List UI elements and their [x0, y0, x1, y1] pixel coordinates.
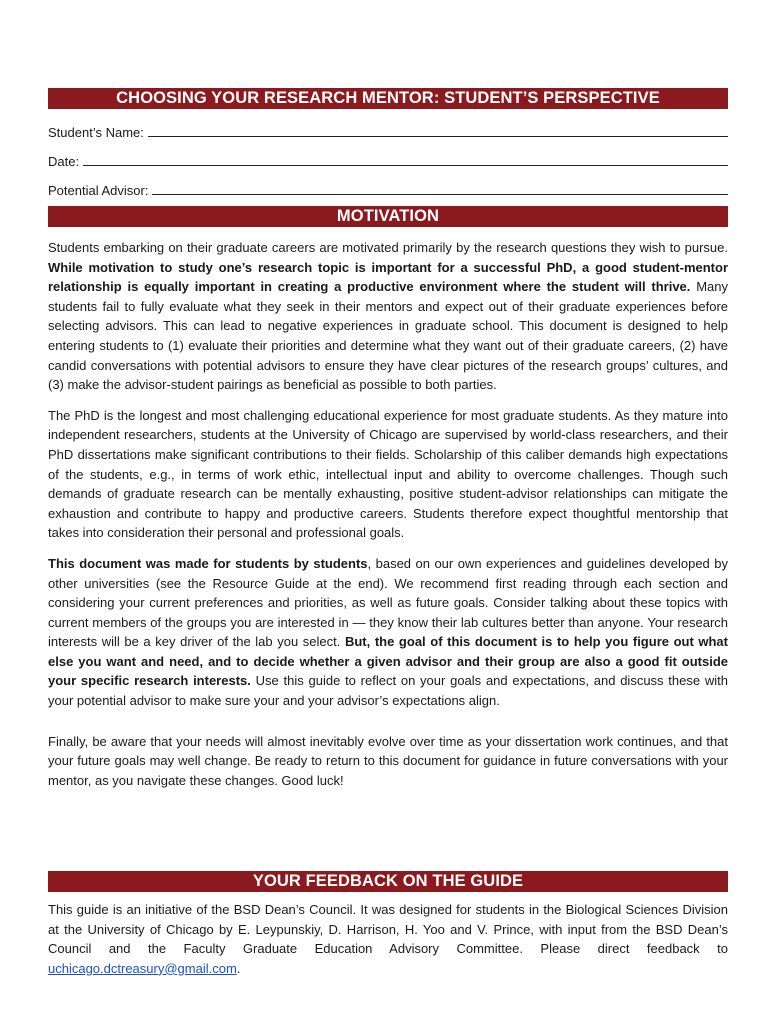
- paragraph-1-text: Students embarking on their graduate careers are motivated primarily by the research questions they wish to pursue.: [48, 240, 728, 255]
- paragraph-3-emphasis-lead: This document was made for students by students: [48, 555, 368, 571]
- feedback-body: [48, 900, 728, 978]
- paragraph-1-emphasis: While motivation to study one’s research topic is important for a successful PhD, a good student-mentor relationship is equally important in creating a productive environment where the student will thrive.: [48, 259, 728, 295]
- potential-advisor-field: [48, 180, 728, 198]
- potential-advisor-input[interactable]: [152, 181, 728, 195]
- feedback-text: This guide is an initiative of the BSD Dean’s Council. It was designed for students in the Biological Sciences Division at the University of Chicago by E. Leypunskiy, D. Harrison, H. Yoo and V. Prince, with input from the BSD Dean’s Council and the Faculty Graduate Education Advisory Committee. Please direct feedback to: [48, 902, 728, 957]
- feedback-email-link[interactable]: uchicago.dctreasury@gmail.com: [48, 960, 237, 976]
- title-banner: [48, 88, 728, 109]
- motivation-body: [48, 238, 728, 790]
- feedback-heading: YOUR FEEDBACK ON THE GUIDE: [252, 872, 524, 890]
- paragraph-1: [48, 238, 728, 395]
- paragraph-3-text: , based on our own experiences and guidelines developed by other universities (see the Resource Guide at the end). We recommend first reading through each section and considering your current preferences and priorities, as well as future goals. Consider talking about these topics with current members of the groups you are interested in — they know their lab cultures better than anyone. Your research interests will be a key driver of the lab you select.: [48, 555, 728, 650]
- student-name-input[interactable]: [148, 123, 728, 137]
- date-input[interactable]: [83, 152, 728, 166]
- feedback-paragraph: [48, 900, 728, 978]
- potential-advisor-label: Potential Advisor:: [48, 183, 149, 198]
- motivation-heading: MOTIVATION: [336, 207, 440, 225]
- feedback-banner: [48, 871, 728, 892]
- paragraph-3-text-cont: Use this guide to reflect on your goals and expectations, and discuss these with your potential advisor to make sure your and your advisor’s expectations align.: [48, 673, 728, 709]
- student-name-field: [48, 122, 728, 140]
- paragraph-4: Finally, be aware that your needs will almost inevitably evolve over time as your dissertation work continues, and that your future goals may well change. Be ready to return to this document for guidance in future conversations with your mentor, as you navigate these changes. Good luck!: [48, 733, 728, 788]
- feedback-trail: .: [236, 960, 241, 976]
- motivation-banner: [48, 206, 728, 227]
- paragraph-1-text-cont: Many students fail to fully evaluate what they seek in their mentors and expect out of their graduate experiences before selecting advisors. This can lead to negative experiences in graduate school. This document is designed to help entering students to (1) evaluate their priorities and determine what they want out of their graduate careers, (2) have candid conversations with potential advisors to ensure they have clear pictures of the research groups’ cultures, and (3) make the advisor-student pairings as beneficial as possible to both parties.: [48, 279, 728, 393]
- date-field: [48, 151, 728, 169]
- paragraph-2: The PhD is the longest and most challenging educational experience for most graduate students. As they mature into independent researchers, students at the University of Chicago are supervised by world-class researchers, and their PhD dissertations make significant contributions to their fields. Scholarship of this caliber demands high expectations of the students, e.g., in terms of work ethic, intellectual input and ability to overcome challenges. Though such demands of graduate research can be mentally exhausting, positive student-advisor relationships can mitigate the exhaustion and contribute to happy and productive careers. Students therefore expect thoughtful mentorship that takes into consideration their personal and professional goals.: [48, 407, 728, 541]
- paragraph-3: [48, 554, 728, 711]
- student-name-label: Student’s Name:: [48, 125, 144, 140]
- date-label: Date:: [48, 154, 80, 169]
- paragraph-3-emphasis: But, the goal of this document is to help you figure out what else you want and need, and to decide whether a given advisor and their group are also a good fit outside your specific research interests.: [48, 634, 728, 689]
- page-title: CHOOSING YOUR RESEARCH MENTOR: STUDENT’S PERSPECTIVE: [116, 89, 660, 107]
